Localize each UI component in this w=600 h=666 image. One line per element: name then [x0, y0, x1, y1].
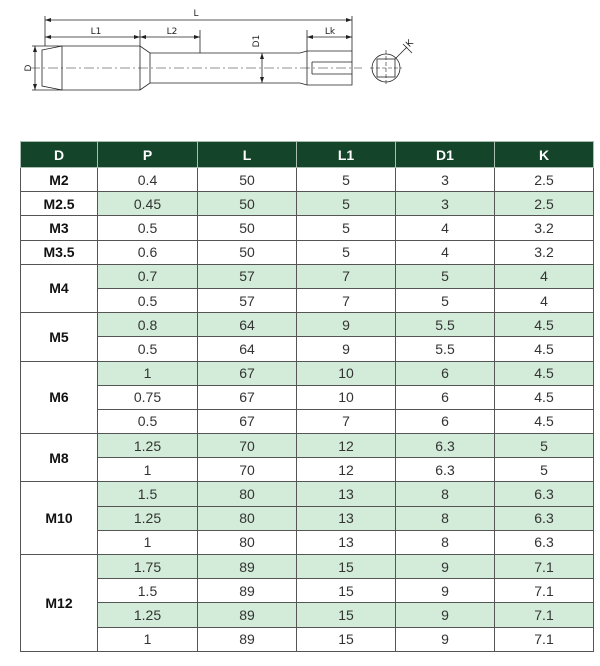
- value-cell: 89: [198, 555, 297, 579]
- value-cell: 1: [98, 627, 198, 651]
- label-Lk: Lk: [324, 27, 336, 37]
- value-cell: 80: [198, 506, 297, 530]
- value-cell: 4.5: [495, 385, 594, 409]
- value-cell: 7: [297, 409, 396, 433]
- size-cell: M12: [21, 555, 98, 652]
- value-cell: 4.5: [495, 409, 594, 433]
- label-L: L: [193, 9, 199, 19]
- value-cell: 0.75: [98, 385, 198, 409]
- end-view: [370, 44, 412, 86]
- table-row: [21, 385, 594, 409]
- value-cell: 4: [396, 240, 495, 264]
- value-cell: 80: [198, 530, 297, 554]
- value-cell: 4: [495, 264, 594, 288]
- table-row: [21, 458, 594, 482]
- header-l: L: [198, 142, 297, 168]
- spec-table: [20, 141, 594, 652]
- value-cell: 2.5: [495, 192, 594, 216]
- value-cell: 3: [396, 192, 495, 216]
- tap-dimension-diagram: [0, 0, 600, 110]
- value-cell: 5: [297, 168, 396, 192]
- table-row: [21, 434, 594, 458]
- label-D1: D1: [252, 34, 262, 48]
- value-cell: 5: [297, 240, 396, 264]
- value-cell: 4: [495, 288, 594, 312]
- header-k: K: [495, 142, 594, 168]
- value-cell: 9: [396, 627, 495, 651]
- value-cell: 70: [198, 458, 297, 482]
- value-cell: 57: [198, 288, 297, 312]
- value-cell: 1.25: [98, 434, 198, 458]
- value-cell: 0.4: [98, 168, 198, 192]
- value-cell: 13: [297, 482, 396, 506]
- value-cell: 1.75: [98, 555, 198, 579]
- table-row: [21, 264, 594, 288]
- header-l1: L1: [297, 142, 396, 168]
- value-cell: 0.8: [98, 313, 198, 337]
- value-cell: 7.1: [495, 555, 594, 579]
- value-cell: 0.45: [98, 192, 198, 216]
- value-cell: 2.5: [495, 168, 594, 192]
- table-row: [21, 409, 594, 433]
- value-cell: 6.3: [495, 482, 594, 506]
- value-cell: 1.5: [98, 579, 198, 603]
- value-cell: 5: [396, 288, 495, 312]
- value-cell: 1.25: [98, 603, 198, 627]
- table-row: [21, 337, 594, 361]
- value-cell: 9: [297, 337, 396, 361]
- value-cell: 64: [198, 337, 297, 361]
- table-row: [21, 240, 594, 264]
- header-d1: D1: [396, 142, 495, 168]
- value-cell: 67: [198, 361, 297, 385]
- value-cell: 5.5: [396, 313, 495, 337]
- value-cell: 3.2: [495, 240, 594, 264]
- value-cell: 6: [396, 361, 495, 385]
- value-cell: 5: [495, 434, 594, 458]
- value-cell: 6: [396, 409, 495, 433]
- table-row: [21, 579, 594, 603]
- value-cell: 0.5: [98, 409, 198, 433]
- table-row: [21, 530, 594, 554]
- table-row: [21, 627, 594, 651]
- value-cell: 0.7: [98, 264, 198, 288]
- size-cell: M4: [21, 264, 98, 312]
- value-cell: 3: [396, 168, 495, 192]
- value-cell: 4: [396, 216, 495, 240]
- value-cell: 50: [198, 240, 297, 264]
- value-cell: 5: [396, 264, 495, 288]
- value-cell: 12: [297, 458, 396, 482]
- value-cell: 6.3: [396, 458, 495, 482]
- value-cell: 5: [495, 458, 594, 482]
- value-cell: 8: [396, 530, 495, 554]
- value-cell: 89: [198, 579, 297, 603]
- value-cell: 0.5: [98, 337, 198, 361]
- value-cell: 0.6: [98, 240, 198, 264]
- size-cell: M2.5: [21, 192, 98, 216]
- value-cell: 6.3: [495, 530, 594, 554]
- table-row: [21, 216, 594, 240]
- value-cell: 50: [198, 168, 297, 192]
- value-cell: 0.5: [98, 288, 198, 312]
- value-cell: 5: [297, 216, 396, 240]
- value-cell: 50: [198, 216, 297, 240]
- label-K: K: [404, 38, 416, 50]
- value-cell: 50: [198, 192, 297, 216]
- value-cell: 15: [297, 555, 396, 579]
- value-cell: 6.3: [396, 434, 495, 458]
- value-cell: 5: [297, 192, 396, 216]
- value-cell: 67: [198, 385, 297, 409]
- value-cell: 57: [198, 264, 297, 288]
- label-L1: L1: [90, 27, 102, 37]
- value-cell: 1: [98, 530, 198, 554]
- value-cell: 6.3: [495, 506, 594, 530]
- header-d: D: [21, 142, 98, 168]
- value-cell: 7.1: [495, 627, 594, 651]
- value-cell: 9: [396, 555, 495, 579]
- size-cell: M8: [21, 434, 98, 482]
- value-cell: 4.5: [495, 313, 594, 337]
- value-cell: 1.25: [98, 506, 198, 530]
- value-cell: 8: [396, 506, 495, 530]
- size-cell: M3.5: [21, 240, 98, 264]
- value-cell: 7.1: [495, 603, 594, 627]
- value-cell: 15: [297, 603, 396, 627]
- table-row: [21, 288, 594, 312]
- value-cell: 9: [297, 313, 396, 337]
- size-cell: M2: [21, 168, 98, 192]
- value-cell: 5.5: [396, 337, 495, 361]
- value-cell: 7.1: [495, 579, 594, 603]
- value-cell: 15: [297, 627, 396, 651]
- value-cell: 1: [98, 361, 198, 385]
- size-cell: M6: [21, 361, 98, 434]
- value-cell: 6: [396, 385, 495, 409]
- value-cell: 10: [297, 385, 396, 409]
- value-cell: 13: [297, 506, 396, 530]
- table-row: [21, 482, 594, 506]
- value-cell: 7: [297, 288, 396, 312]
- value-cell: 8: [396, 482, 495, 506]
- value-cell: 0.5: [98, 216, 198, 240]
- spec-body: [21, 168, 594, 652]
- value-cell: 13: [297, 530, 396, 554]
- value-cell: 70: [198, 434, 297, 458]
- table-row: [21, 361, 594, 385]
- value-cell: 64: [198, 313, 297, 337]
- value-cell: 4.5: [495, 337, 594, 361]
- value-cell: 1: [98, 458, 198, 482]
- value-cell: 67: [198, 409, 297, 433]
- table-row: [21, 313, 594, 337]
- table-row: [21, 168, 594, 192]
- value-cell: 3.2: [495, 216, 594, 240]
- table-row: [21, 555, 594, 579]
- table-row: [21, 506, 594, 530]
- value-cell: 7: [297, 264, 396, 288]
- value-cell: 10: [297, 361, 396, 385]
- label-D: D: [24, 64, 34, 72]
- size-cell: M3: [21, 216, 98, 240]
- value-cell: 80: [198, 482, 297, 506]
- header-row: [21, 142, 594, 168]
- label-L2: L2: [166, 27, 178, 37]
- value-cell: 1.5: [98, 482, 198, 506]
- value-cell: 89: [198, 627, 297, 651]
- header-p: P: [98, 142, 198, 168]
- table-row: [21, 192, 594, 216]
- value-cell: 9: [396, 579, 495, 603]
- value-cell: 15: [297, 579, 396, 603]
- value-cell: 89: [198, 603, 297, 627]
- size-cell: M10: [21, 482, 98, 555]
- size-cell: M5: [21, 313, 98, 361]
- value-cell: 4.5: [495, 361, 594, 385]
- table-row: [21, 603, 594, 627]
- value-cell: 9: [396, 603, 495, 627]
- value-cell: 12: [297, 434, 396, 458]
